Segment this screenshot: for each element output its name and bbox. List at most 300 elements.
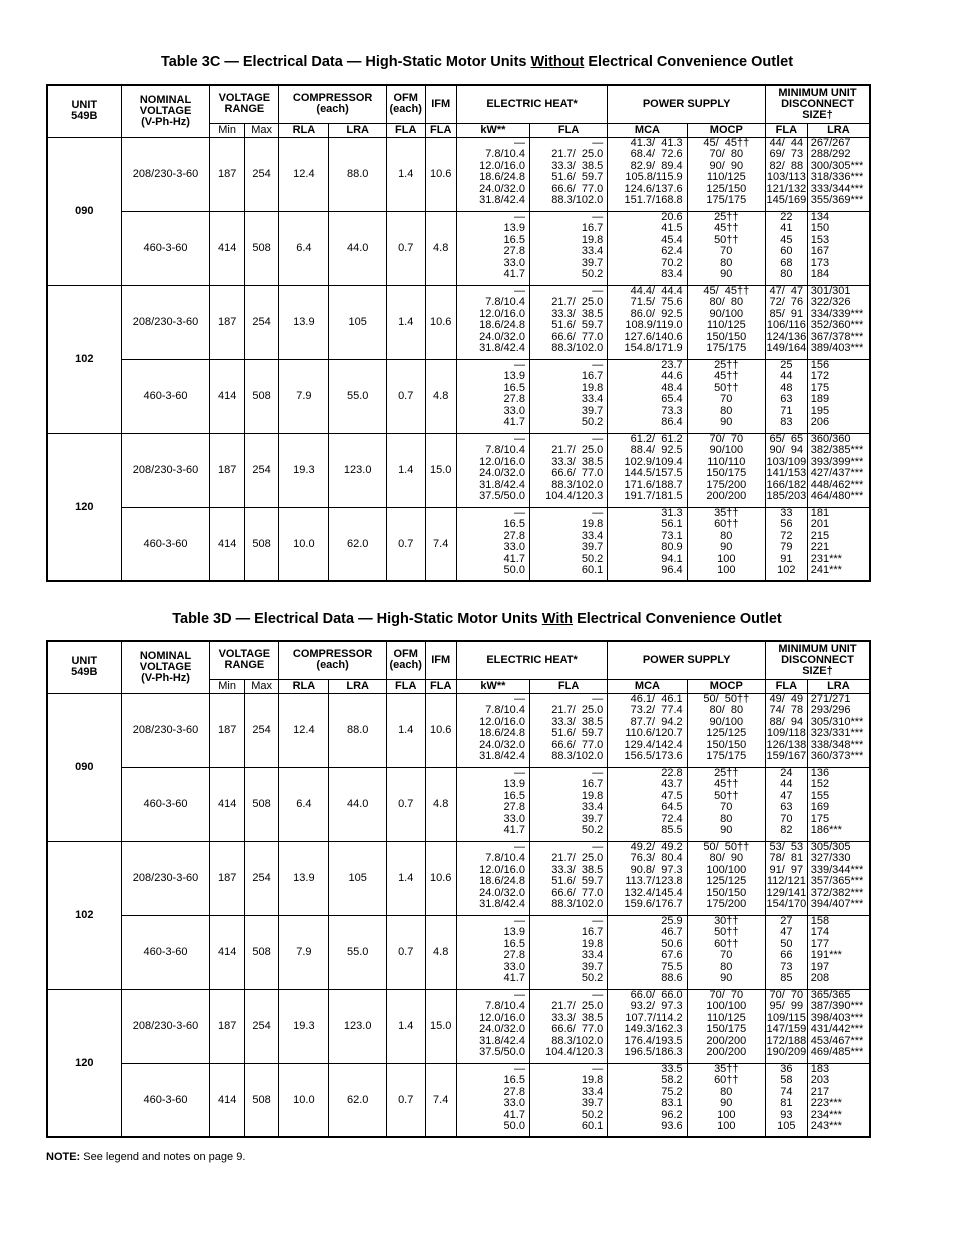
ifm-fla: 10.6	[425, 285, 456, 359]
cell-value: 56.1	[661, 518, 683, 531]
compressor-rla: 12.4	[279, 693, 329, 767]
cell-value: 175/200	[706, 478, 747, 491]
cell-value: 24.0/32.0	[479, 886, 525, 899]
cell-value: 150/150	[706, 886, 747, 899]
ifm-fla: 15.0	[425, 433, 456, 507]
cell-value: —	[592, 358, 604, 371]
cell-value: 41.7	[503, 416, 525, 429]
subheader-mca: MCA	[608, 679, 687, 693]
cell-value: 45.4	[661, 233, 683, 246]
cell-value: 33.0	[503, 1097, 525, 1110]
mocp-values	[687, 1063, 765, 1137]
cell-value: 95/ 99	[769, 1000, 804, 1013]
electric-heat-kw	[456, 1063, 529, 1137]
cell-value: 355/369***	[810, 194, 864, 207]
cell-value: 100/100	[706, 863, 747, 876]
disconnect-fla	[765, 507, 807, 581]
cell-value: —	[592, 284, 604, 297]
voltage-min: 187	[210, 433, 244, 507]
cell-value: 12.0/16.0	[479, 1011, 525, 1024]
cell-value: 154/170	[766, 898, 807, 911]
cell-value: 70	[780, 812, 793, 825]
cell-value: 63	[780, 393, 793, 406]
ofm-fla: 0.7	[386, 915, 425, 989]
mca-values	[608, 433, 687, 507]
cell-value: —	[513, 284, 525, 297]
cell-value: 46.7	[661, 926, 683, 939]
ofm-fla: 0.7	[386, 507, 425, 581]
cell-value: 360/360	[810, 432, 851, 445]
voltage-max: 508	[244, 359, 278, 433]
cell-value: 153	[810, 233, 830, 246]
compressor-rla: 19.3	[279, 433, 329, 507]
compressor-lra: 44.0	[329, 767, 386, 841]
compressor-rla: 13.9	[279, 285, 329, 359]
cell-value: —	[513, 210, 525, 223]
cell-value: 24.0/32.0	[479, 738, 525, 751]
cell-value: —	[592, 1062, 604, 1075]
cell-value: 13.9	[503, 370, 525, 383]
cell-value: 88.3/102.0	[551, 478, 604, 491]
table-row	[47, 1063, 870, 1137]
subheader-kw: kW**	[456, 679, 529, 693]
cell-value: 149/164	[766, 342, 807, 355]
cell-value: 41.7	[503, 552, 525, 565]
cell-value: 71.5/ 75.6	[630, 296, 683, 309]
cell-value: 158	[810, 914, 830, 927]
cell-value: 469/485***	[810, 1046, 864, 1059]
cell-value: 90/100	[709, 715, 744, 728]
compressor-rla: 13.9	[279, 841, 329, 915]
disconnect-fla	[765, 693, 807, 767]
cell-value: 86.0/ 92.5	[630, 307, 683, 320]
cell-value: 90	[720, 1097, 733, 1110]
nominal-voltage: 460-3-60	[121, 767, 210, 841]
cell-value: 87.7/ 94.2	[630, 715, 683, 728]
cell-value: 453/467***	[810, 1034, 864, 1047]
cell-value: 36	[780, 1062, 793, 1075]
cell-value: 93	[780, 1108, 793, 1121]
cell-value: 37.5/50.0	[479, 1046, 525, 1059]
subheader-max: Max	[244, 123, 278, 137]
ifm-fla: 7.4	[425, 507, 456, 581]
cell-value: 50.2	[581, 416, 604, 429]
mocp-values	[687, 841, 765, 915]
mca-values	[608, 1063, 687, 1137]
nominal-voltage: 460-3-60	[121, 915, 210, 989]
cell-value: 16.7	[581, 370, 604, 383]
voltage-max: 508	[244, 211, 278, 285]
cell-value: 100	[717, 564, 736, 577]
cell-value: 33.3/ 38.5	[551, 863, 604, 876]
mocp-values	[687, 989, 765, 1063]
cell-value: 74	[780, 1085, 793, 1098]
cell-value: 85	[780, 972, 793, 985]
nominal-voltage: 460-3-60	[121, 359, 210, 433]
cell-value: 90/100	[709, 444, 744, 457]
cell-value: 171.6/188.7	[624, 478, 683, 491]
cell-value: 338/348***	[810, 738, 864, 751]
cell-value: 172/188	[766, 1034, 807, 1047]
electric-heat-kw	[456, 507, 529, 581]
cell-value: 83.4	[661, 268, 683, 281]
cell-value: 51.6/ 59.7	[551, 727, 604, 740]
cell-value: 24.0/32.0	[479, 467, 525, 480]
mca-values	[608, 989, 687, 1063]
electric-heat-kw	[456, 841, 529, 915]
cell-value: 85/ 91	[769, 307, 804, 320]
disconnect-fla	[765, 433, 807, 507]
cell-value: 50.0	[503, 564, 525, 577]
subheader-kw: kW**	[456, 123, 529, 137]
cell-value: 72.4	[661, 812, 683, 825]
cell-value: 65/ 65	[769, 432, 804, 445]
disconnect-lra	[807, 1063, 870, 1137]
cell-value: 58	[780, 1074, 793, 1087]
cell-value: 49.2/ 49.2	[630, 840, 683, 853]
cell-value: 64.5	[661, 801, 683, 814]
ofm-fla: 0.7	[386, 1063, 425, 1137]
cell-value: 7.8/10.4	[485, 852, 525, 865]
cell-value: 90	[720, 972, 733, 985]
subheader-fla: FLA	[765, 123, 807, 137]
cell-value: 132.4/145.4	[624, 886, 683, 899]
mocp-values	[687, 285, 765, 359]
cell-value: 183	[810, 1062, 830, 1075]
cell-value: 60††	[714, 1074, 739, 1087]
cell-value: 18.6/24.8	[479, 727, 525, 740]
nominal-voltage: 208/230-3-60	[121, 285, 210, 359]
cell-value: 25††	[714, 358, 739, 371]
cell-value: —	[592, 210, 604, 223]
cell-value: 80	[720, 1085, 733, 1098]
cell-value: 152	[810, 778, 830, 791]
cell-value: 174	[810, 926, 830, 939]
ifm-fla: 10.6	[425, 841, 456, 915]
cell-value: 150/150	[706, 738, 747, 751]
header-disconnect-size: MINIMUM UNIT DISCONNECT SIZE†	[765, 85, 870, 123]
cell-value: 22	[780, 210, 793, 223]
cell-value: 25††	[714, 766, 739, 779]
cell-value: 184	[810, 268, 830, 281]
header-ifm: IFM	[425, 641, 456, 679]
electric-heat-kw	[456, 359, 529, 433]
disconnect-lra	[807, 433, 870, 507]
cell-value: 66.6/ 77.0	[551, 467, 604, 480]
cell-value: 27.8	[503, 1085, 525, 1098]
subheader-max: Max	[244, 679, 278, 693]
cell-value: 125/125	[706, 727, 747, 740]
header-nominal-voltage: NOMINAL VOLTAGE (V-Ph-Hz)	[121, 85, 210, 137]
electric-heat-fla	[529, 767, 607, 841]
cell-value: —	[513, 358, 525, 371]
cell-value: 110.6/120.7	[625, 727, 683, 740]
cell-value: 31.3	[661, 506, 683, 519]
cell-value: 39.7	[581, 256, 604, 269]
electric-heat-fla	[529, 137, 607, 211]
cell-value: 360/373***	[810, 750, 864, 763]
cell-value: 41.7	[503, 972, 525, 985]
subheader-mocp: MOCP	[687, 679, 765, 693]
cell-value: 464/480***	[810, 490, 864, 503]
header-power-supply: POWER SUPPLY	[608, 641, 766, 679]
cell-value: 197	[810, 960, 830, 973]
cell-value: 88.3/102.0	[551, 1034, 604, 1047]
voltage-max: 508	[244, 767, 278, 841]
cell-value: 31.8/42.4	[479, 1034, 525, 1047]
mocp-values	[687, 693, 765, 767]
cell-value: 33.3/ 38.5	[551, 159, 604, 172]
cell-value: 61.2/ 61.2	[630, 432, 683, 445]
cell-value: 100	[717, 552, 736, 565]
cell-value: 22.8	[661, 766, 683, 779]
cell-value: 25.9	[661, 914, 683, 927]
compressor-lra: 62.0	[329, 1063, 386, 1137]
cell-value: 91	[780, 552, 793, 565]
cell-value: 104.4/120.3	[545, 1046, 604, 1059]
cell-value: 175	[810, 812, 830, 825]
subheader-lra: LRA	[807, 123, 870, 137]
compressor-lra: 123.0	[329, 989, 386, 1063]
cell-value: 88.3/102.0	[551, 750, 604, 763]
disconnect-fla	[765, 989, 807, 1063]
cell-value: 387/390***	[810, 1000, 864, 1013]
subheader-mca: MCA	[608, 123, 687, 137]
cell-value: 234***	[810, 1108, 842, 1121]
subheader-rla: RLA	[279, 123, 329, 137]
header-nominal-voltage: NOMINAL VOLTAGE (V-Ph-Hz)	[121, 641, 210, 693]
footnote: NOTE: See legend and notes on page 9.	[46, 1151, 246, 1163]
cell-value: 75.5	[661, 960, 683, 973]
cell-value: 151.7/168.8	[624, 194, 683, 207]
cell-value: 16.7	[581, 222, 604, 235]
cell-value: 48.4	[661, 381, 683, 394]
cell-value: 50.2	[581, 824, 604, 837]
cell-value: 66.6/ 77.0	[551, 1023, 604, 1036]
cell-value: 33.0	[503, 960, 525, 973]
cell-value: —	[592, 766, 604, 779]
cell-value: 80	[780, 268, 793, 281]
cell-value: 293/296	[810, 704, 851, 717]
cell-value: 186***	[810, 824, 842, 837]
cell-value: 80	[720, 256, 733, 269]
cell-value: 7.8/10.4	[485, 148, 525, 161]
header-voltage-range: VOLTAGE RANGE	[210, 85, 279, 123]
cell-value: 215	[810, 529, 830, 542]
ofm-fla: 1.4	[386, 285, 425, 359]
cell-value: 85.5	[661, 824, 683, 837]
subheader-fla: FLA	[425, 123, 456, 137]
disconnect-lra	[807, 989, 870, 1063]
cell-value: 69/ 73	[769, 148, 804, 161]
voltage-max: 254	[244, 989, 278, 1063]
cell-value: 90	[720, 541, 733, 554]
cell-value: 102	[777, 564, 796, 577]
cell-value: 60.1	[581, 1120, 604, 1133]
electric-heat-kw	[456, 137, 529, 211]
compressor-lra: 123.0	[329, 433, 386, 507]
disconnect-lra	[807, 915, 870, 989]
voltage-max: 254	[244, 841, 278, 915]
nominal-voltage: 208/230-3-60	[121, 137, 210, 211]
cell-value: 150/175	[706, 1023, 747, 1036]
ifm-fla: 4.8	[425, 211, 456, 285]
cell-value: 19.8	[581, 1074, 604, 1087]
table-row	[47, 767, 870, 841]
cell-value: 68	[780, 256, 793, 269]
ofm-fla: 1.4	[386, 433, 425, 507]
cell-value: 24.0/32.0	[479, 330, 525, 343]
cell-value: 200/200	[706, 1034, 747, 1047]
cell-value: 13.9	[503, 222, 525, 235]
cell-value: 70	[720, 245, 733, 258]
cell-value: 33.4	[581, 949, 604, 962]
ofm-fla: 0.7	[386, 211, 425, 285]
cell-value: 176.4/193.5	[624, 1034, 683, 1047]
cell-value: 65.4	[661, 393, 683, 406]
cell-value: 357/365***	[810, 875, 864, 888]
table-3c-title: Table 3C — Electrical Data — High-Static Motor Units Without Electrical Convenience Outlet	[160, 54, 794, 70]
cell-value: 50	[780, 937, 793, 950]
mca-values	[608, 767, 687, 841]
cell-value: 31.8/42.4	[479, 342, 525, 355]
cell-value: 88.4/ 92.5	[630, 444, 683, 457]
cell-value: 155	[810, 789, 830, 802]
cell-value: 70	[720, 393, 733, 406]
cell-value: 150/150	[706, 330, 747, 343]
cell-value: 125/125	[706, 875, 747, 888]
cell-value: 39.7	[581, 404, 604, 417]
header-electric-heat: ELECTRIC HEAT*	[456, 85, 607, 123]
cell-value: 31.8/42.4	[479, 750, 525, 763]
cell-value: 136	[810, 766, 830, 779]
cell-value: 181	[810, 506, 830, 519]
disconnect-lra	[807, 507, 870, 581]
compressor-rla: 10.0	[279, 507, 329, 581]
cell-value: 70/ 70	[709, 988, 744, 1001]
nominal-voltage: 208/230-3-60	[121, 989, 210, 1063]
voltage-max: 508	[244, 1063, 278, 1137]
compressor-rla: 7.9	[279, 915, 329, 989]
electrical-data-table-3c	[46, 84, 871, 582]
electric-heat-kw	[456, 767, 529, 841]
cell-value: 78/ 81	[769, 852, 804, 865]
cell-value: 47	[780, 926, 793, 939]
cell-value: 12.0/16.0	[479, 715, 525, 728]
cell-value: 339/344***	[810, 863, 864, 876]
cell-value: 318/336***	[810, 171, 864, 184]
cell-value: 110/125	[706, 319, 746, 332]
subheader-fla: FLA	[529, 123, 607, 137]
cell-value: 12.0/16.0	[479, 159, 525, 172]
cell-value: 76.3/ 80.4	[630, 852, 683, 865]
cell-value: 73.1	[661, 529, 683, 542]
cell-value: 121/132	[766, 182, 807, 195]
compressor-lra: 105	[329, 285, 386, 359]
cell-value: 167	[810, 245, 830, 258]
cell-value: 323/331***	[810, 727, 864, 740]
cell-value: 367/378***	[810, 330, 864, 343]
cell-value: 90	[720, 268, 733, 281]
mca-values	[608, 915, 687, 989]
cell-value: 50††	[714, 233, 739, 246]
table-row	[47, 989, 870, 1063]
cell-value: 389/403***	[810, 342, 864, 355]
unit-model: 090	[47, 693, 121, 841]
cell-value: 50††	[714, 789, 739, 802]
cell-value: 60††	[714, 937, 739, 950]
cell-value: 19.8	[581, 518, 604, 531]
cell-value: 88.6	[661, 972, 683, 985]
cell-value: 177	[810, 937, 830, 950]
ofm-fla: 0.7	[386, 767, 425, 841]
cell-value: 82	[780, 824, 793, 837]
cell-value: 66	[780, 949, 793, 962]
cell-value: 106/116	[766, 319, 806, 332]
cell-value: 93.6	[661, 1120, 683, 1133]
cell-value: 90.8/ 97.3	[630, 863, 683, 876]
cell-value: 83.1	[661, 1097, 683, 1110]
header-disconnect-size: MINIMUM UNIT DISCONNECT SIZE†	[765, 641, 870, 679]
cell-value: 16.5	[503, 1074, 525, 1087]
cell-value: 427/437***	[810, 467, 864, 480]
cell-value: 382/385***	[810, 444, 864, 457]
subheader-fla: FLA	[529, 679, 607, 693]
cell-value: 25	[780, 358, 793, 371]
cell-value: 134	[810, 210, 830, 223]
cell-value: 191.7/181.5	[624, 490, 683, 503]
cell-value: 48	[780, 381, 793, 394]
cell-value: 41.5	[661, 222, 683, 235]
cell-value: —	[592, 988, 604, 1001]
mca-values	[608, 507, 687, 581]
cell-value: 33.5	[661, 1062, 683, 1075]
cell-value: 45/ 45††	[703, 136, 750, 149]
cell-value: 196.5/186.3	[624, 1046, 683, 1059]
cell-value: 18.6/24.8	[479, 319, 525, 332]
cell-value: 51.6/ 59.7	[551, 319, 604, 332]
cell-value: —	[592, 136, 604, 149]
cell-value: 21.7/ 25.0	[551, 852, 604, 865]
subheader-rla: RLA	[279, 679, 329, 693]
cell-value: 110/110	[707, 455, 746, 468]
cell-value: 24	[780, 766, 793, 779]
cell-value: 67.6	[661, 949, 683, 962]
cell-value: 90/ 94	[769, 444, 804, 457]
cell-value: 241***	[810, 564, 842, 577]
mca-values	[608, 841, 687, 915]
cell-value: —	[513, 692, 525, 705]
cell-value: 125/150	[706, 182, 747, 195]
cell-value: 147/159	[766, 1023, 807, 1036]
cell-value: 44	[780, 370, 793, 383]
voltage-max: 254	[244, 137, 278, 211]
cell-value: 50††	[714, 381, 739, 394]
cell-value: 223***	[810, 1097, 842, 1110]
cell-value: 80	[720, 960, 733, 973]
cell-value: 47	[780, 789, 793, 802]
table-row	[47, 285, 870, 359]
cell-value: 221	[810, 541, 830, 554]
cell-value: 41.7	[503, 268, 525, 281]
cell-value: 333/344***	[810, 182, 864, 195]
cell-value: 190/209	[766, 1046, 807, 1059]
cell-value: 102.9/109.4	[624, 455, 683, 468]
cell-value: 72	[780, 529, 793, 542]
electrical-data-table-3d	[46, 640, 871, 1138]
cell-value: 50/ 50††	[703, 840, 750, 853]
compressor-rla: 10.0	[279, 1063, 329, 1137]
